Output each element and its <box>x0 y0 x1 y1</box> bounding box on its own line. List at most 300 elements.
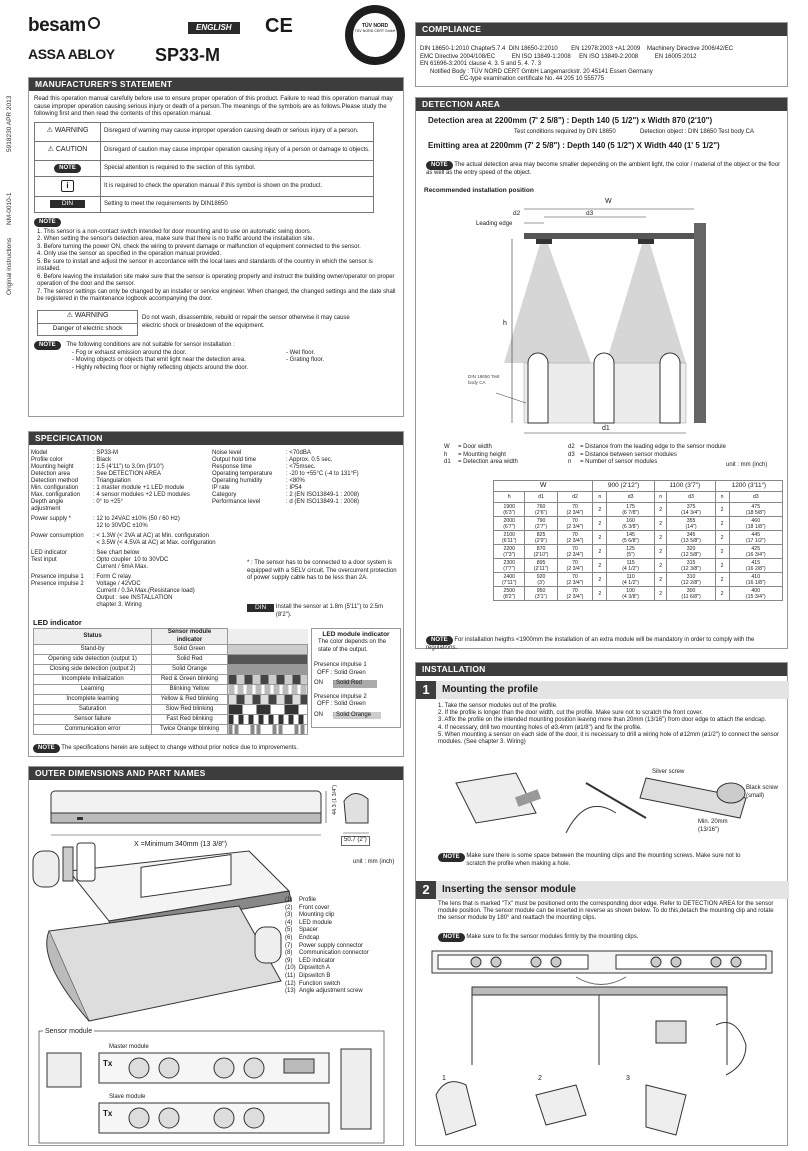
pi1-label: Presence impulse 1 <box>314 662 367 669</box>
table-cell: 1900 (6'3") <box>494 503 525 517</box>
led-row: Incomplete learning Yellow & Red blinking <box>34 695 308 705</box>
pi1-on-value: : Solid Red <box>333 680 377 688</box>
spec-row: Performance level : d (EN ISO13849-1 : 2008) <box>212 499 360 505</box>
spec-row: Max. configuration : 4 sensor modules +2 LED modules <box>31 492 190 498</box>
slave-module-label: Slave module <box>109 1094 146 1100</box>
warning-text: Disregard of warning may cause improper operation causing death or serious injury of a person. <box>101 122 374 141</box>
conditions-title: The following conditions are not suitable for sensor installation : <box>66 341 235 348</box>
led-module-desc: The color depends on the state of the output. <box>318 639 387 653</box>
sensor-module-left <box>536 239 552 244</box>
beam-right <box>606 244 686 363</box>
connector-detail <box>47 1053 81 1087</box>
symbol-row <box>35 196 374 212</box>
detection-note-pill: NOTE <box>426 161 453 170</box>
sensor-module-label: Sensor module <box>45 1028 93 1035</box>
symbol-row <box>35 122 374 141</box>
detection-foot-text: For installation heigths <1900mm the installation of an extra module will be mandatory in order to comply with the regulations. <box>426 637 755 651</box>
condition-item: - Wet floor. <box>286 349 315 356</box>
table-cell: 760 (2'6") <box>525 503 557 517</box>
part-item: (4) LED module <box>285 919 333 926</box>
legend-row: d1 = Detection area width n = Number of sensor modules <box>444 459 658 466</box>
spec-row: Detection method : Triangulation <box>31 478 131 484</box>
besam-mark-icon <box>88 17 100 29</box>
table-cell: 70 (2 3/4") <box>557 573 593 587</box>
table-cell: 115 (4 1/2") <box>607 559 655 573</box>
th-h: h <box>494 492 525 503</box>
profile-front-strip <box>51 813 321 823</box>
spec-row: Model : SP33-M <box>31 450 119 456</box>
electric-warning-label: ⚠ WARNING <box>38 310 138 323</box>
table-cell: 2 <box>654 503 666 517</box>
din-test-body-label: DIN 18650 Test body CA <box>468 374 500 385</box>
pi2-off: OFF : Solid Green <box>317 701 366 708</box>
besam-logo <box>28 14 100 38</box>
table-cell: 2400 (7'11") <box>494 573 525 587</box>
sensor-module-right <box>638 239 654 244</box>
detection-header: DETECTION AREA <box>416 98 787 111</box>
outer-unit: unit : mm (inch) <box>353 859 395 865</box>
table-cell: 2 <box>715 545 729 559</box>
spec-row: Output hold time : Approx. 0.5 sec. <box>212 457 333 463</box>
table-row <box>494 587 783 601</box>
table-cell: 415 (16 2/8") <box>729 559 783 573</box>
step1-item: 5. When mounting a sensor on each side of the door, it is necessary to drill a wiring hole of ø12mm (ø1/2") to connect the sensor modules. (See chapter 3. Wiring) <box>438 731 779 746</box>
detection-foot-pill: NOTE <box>426 636 453 645</box>
leading-edge: Leading edge <box>476 221 513 227</box>
compliance-section <box>415 22 788 87</box>
table-cell: 895 (2'11") <box>525 559 557 573</box>
part-item: (10) Dipswitch A <box>285 965 331 972</box>
led-indicator-title: LED indicator <box>33 618 82 627</box>
table-cell: 2 <box>593 517 607 531</box>
table-cell: 2 <box>715 573 729 587</box>
led-pattern-solid <box>228 645 308 655</box>
label-d3: d3 <box>586 210 594 217</box>
conditions-list-right <box>286 350 324 365</box>
test-body-mid <box>594 353 614 423</box>
table-cell: 345 (13 5/8") <box>667 531 715 545</box>
table-cell: 2 <box>654 587 666 601</box>
detection-section <box>415 97 788 649</box>
led-pattern-solid <box>228 665 308 675</box>
dipswitch-block <box>284 1059 314 1073</box>
step2-note-text: Make sure to fix the sensor modules firmly by the mounting clips. <box>466 934 639 940</box>
table-cell: 320 (12 5/8") <box>667 545 715 559</box>
led-row: Communication error Twice Orange blinking <box>34 725 308 735</box>
symbol-row <box>35 176 374 196</box>
installation-header: INSTALLATION <box>416 663 787 676</box>
led-pattern-blink <box>228 685 308 695</box>
manufacturer-section <box>28 77 404 417</box>
beam-left <box>504 244 591 363</box>
table-cell: 2 <box>654 573 666 587</box>
part-item: (7) Power supply connector <box>285 942 364 949</box>
table-cell: 2 <box>715 587 729 601</box>
part-item: (9) LED indicator <box>285 957 336 964</box>
table-cell: 70 (2 3/4") <box>557 587 593 601</box>
conditions-list <box>72 350 248 373</box>
table-cell: 2 <box>593 559 607 573</box>
led-row: Incomplete Initialization Red & Green blinking <box>34 675 308 685</box>
step-label: 2 <box>538 1075 542 1082</box>
doc-number: 5918230 APR 2013 <box>6 95 13 152</box>
table-cell: 2000 (6'7") <box>494 517 525 531</box>
table-cell: 110 (4 1/2") <box>607 573 655 587</box>
din-install-height <box>247 604 386 619</box>
compliance-line: DIN 18650-1:2010 Chapter5.7.4 DIN 18650-2:2010 EN 12978:2003 +A1:2009 Machinery Directive 2006/42/EC <box>420 46 734 53</box>
conditions-block <box>34 341 403 377</box>
table-cell: 2100 (6'11") <box>494 531 525 545</box>
part-item: (2) Front cover <box>285 904 330 911</box>
step2-note <box>438 933 783 942</box>
din-install-text: Install the sensor at 1.8m (5'11") to 2.5m (8'2"). <box>275 604 384 618</box>
table-cell: 2 <box>715 503 729 517</box>
led-row: Stand-by Solid Green <box>34 645 308 655</box>
spec-row: LED indicator : See chart below <box>31 550 140 556</box>
detection-line: Detection area at 2200mm (7' 2 5/8") : Depth 140 (5 1/2") x Width 870 (2'10") <box>428 116 713 125</box>
dimension-x: X =Minimum 340mm (13 3/8") <box>134 841 227 848</box>
step-label: 3 <box>626 1075 630 1082</box>
table-cell: 70 (2 3/4") <box>557 545 593 559</box>
table-cell: 790 (2'7") <box>525 517 557 531</box>
table-cell: 2 <box>715 531 729 545</box>
conditions-note-pill: NOTE <box>34 341 61 350</box>
nm-number: NM-0010-1 <box>6 192 13 225</box>
table-cell: 375 (14 3/4") <box>667 503 715 517</box>
test-body-left <box>528 353 548 423</box>
symbol-table <box>34 122 374 213</box>
part-item: (3) Mounting clip <box>285 912 335 919</box>
warning-symbol: ⚠ WARNING <box>35 122 101 141</box>
th-d3: d3 <box>729 492 783 503</box>
table-cell: 175 (6 7/8") <box>607 503 655 517</box>
dimension-width: 50.7 (2") <box>341 836 370 846</box>
spec-row: Depth angle adjustment : 0° to +25° <box>31 499 123 512</box>
table-cell: 160 (6 3/8") <box>607 517 655 531</box>
th-d3: d3 <box>607 492 655 503</box>
table-cell: 100 (4 3/8") <box>607 587 655 601</box>
spec-row: Power supply * : 12 to 24VAC ±10% (50 / 60 Hz) 12 to 30VDC ±10% <box>31 516 180 529</box>
table-cell: 2 <box>593 531 607 545</box>
table-cell: 460 (18 1/8") <box>729 517 783 531</box>
step1-note <box>438 853 783 868</box>
led-pattern-blink <box>228 725 308 735</box>
besam-wordmark: besam <box>28 15 86 36</box>
label-d1: d1 <box>602 425 610 432</box>
led-module-part <box>77 843 95 881</box>
detection-foot <box>426 636 782 653</box>
spec-note-pill: NOTE <box>33 744 60 753</box>
spec-row: Test input : Opto coupler 10 to 30VDC Current / 6mA Max. <box>31 557 169 570</box>
assa-abloy-logo: ASSA ABLOY <box>28 46 115 62</box>
step2-title: Inserting the sensor module <box>442 884 576 895</box>
pi2-on: ON <box>314 711 323 718</box>
table-cell: 920 (3') <box>525 573 557 587</box>
table-cell: 2 <box>593 545 607 559</box>
part-item: (6) Endcap <box>285 934 320 941</box>
spec-row: Power consumption : < 1.3W (< 2VA at AC) at Min. configuration < 3.5W (< 4.5VA at AC) at Max. configuration <box>31 533 216 546</box>
electric-warning-table <box>37 310 367 336</box>
spec-table-right <box>212 450 402 506</box>
compliance-line: EC-type examination certificate No. 44 205 10 555775 <box>460 76 605 83</box>
installation-table <box>493 480 783 601</box>
table-cell: 950 (3'1") <box>525 587 557 601</box>
spec-row: IP rate : IP54 <box>212 485 302 491</box>
list-item: 4. Only use the sensor as specified in the operation manual provided. <box>37 251 222 258</box>
spec-row: Profile color : Black <box>31 457 112 463</box>
spec-row: Category : 2 (EN ISO13849-1 : 2008) <box>212 492 360 498</box>
led-pattern-blink <box>228 705 308 715</box>
list-item: 7. The sensor settings can only be changed by an installer or service engineer. When changed, the changed settings and the date shall be registered in the maintenance logbook accompanying the door. <box>37 288 396 303</box>
tuv-seal-mid: TÜV NORD CERT GmbH <box>354 29 396 34</box>
min-distance-label: Min. 20mm (13/16") <box>698 819 728 833</box>
table-cell: 300 (11 6/8") <box>667 587 715 601</box>
specification-section <box>28 431 404 757</box>
installation-section <box>415 662 788 1146</box>
symbol-row <box>35 160 374 176</box>
list-item: 5. Be sure to install and adjust the sensor in accordance with the local laws and standards of the country in which the sensor is installed. <box>37 258 373 273</box>
power-supply-footnote: * : The sensor has to be connected to a door system is equipped with a SELV circuit. The overcurrent protection of power supply cable has to be less than 2A. <box>247 560 397 581</box>
led-status-table <box>33 628 308 735</box>
label-h: h <box>503 320 507 327</box>
screw-detail <box>341 1049 371 1129</box>
header-beam <box>524 233 694 239</box>
tuv-type-tested-seal <box>345 5 405 65</box>
compliance-line: EN 61696-3:2001 clause 4. 3. 5 and 5. 4. 7. 3 <box>420 61 542 68</box>
part-item: (1) Profile <box>285 897 317 903</box>
detection-note <box>426 161 782 178</box>
legend-row: W = Door width d2 = Distance from the leading edge to the sensor module <box>444 444 726 450</box>
table-row <box>494 573 783 587</box>
step1-item: 3. Affix the profile on the intended mounting position leaving more than 20mm (13/16") from door edge to attach the endcap. <box>438 717 767 724</box>
condition-item: - Moving objects or objects that emit light near the detection area. <box>72 357 246 364</box>
led-row: Sensor failure Fast Red blinking <box>34 715 308 725</box>
compliance-line: EMC Directive 2004/108/EC EN ISO 13849-1:2008 EN ISO 13849-2:2008 EN 16005:2012 <box>420 53 697 60</box>
outer-dimensions-section <box>28 766 404 1146</box>
th-900: 900 (2'12") <box>593 481 655 492</box>
spec-row: Mounting height : 1.5 (4'11") to 3.0m (9'10") <box>31 464 164 470</box>
table-cell: 2 <box>715 559 729 573</box>
table-cell: 70 (2 3/4") <box>557 517 593 531</box>
th-d2: d2 <box>557 492 593 503</box>
spec-note-line <box>33 744 298 753</box>
compliance-line: Notified Body : TÜV NORD CERT GmbH Langemarckstr. 20 45141 Essen Germany <box>430 68 653 75</box>
pi1-off: OFF : Solid Green <box>317 669 366 676</box>
symbol-row <box>35 141 374 160</box>
detection-object: Detection object : DIN 18650 Test body CA <box>640 129 754 135</box>
table-cell: 425 (16 3/4") <box>729 545 783 559</box>
info-text: It is required to check the operation manual if this symbol is shown on the product. <box>101 176 374 196</box>
th-n: n <box>593 492 607 503</box>
step1-number: 1 <box>416 681 436 699</box>
ce-mark: CE <box>265 15 293 37</box>
detection-unit: unit : mm (inch) <box>726 462 768 468</box>
table-row <box>494 545 783 559</box>
note-symbol: NOTE <box>54 164 81 173</box>
black-screw-label: Black screw (small) <box>746 785 779 799</box>
table-cell: 2 <box>654 559 666 573</box>
th-w: W <box>494 481 593 492</box>
detection-legend <box>444 444 726 467</box>
note-text: Special attention is required to the section of this symbol. <box>101 160 374 176</box>
electric-warning-sub: Danger of electric shock <box>38 323 138 335</box>
led-pattern-blink <box>228 715 308 725</box>
spec-row: Detection area : See DETECTION AREA <box>31 471 162 477</box>
list-item: 6. Before leaving the installation site make sure that the sensor is operating properly and instruct the building owner/operator on proper operation of the door and the sensor. <box>37 273 395 288</box>
condition-item: - Highly reflecting floor or highly reflecting objects around the door. <box>72 364 249 371</box>
original-instructions: Original instructions <box>6 237 13 295</box>
led-head-indicator: Sensor module indicator <box>152 629 228 645</box>
table-row <box>494 531 783 545</box>
table-cell: 70 (2 3/4") <box>557 503 593 517</box>
table-cell: 145 (5 6/8") <box>607 531 655 545</box>
tx-label-slave: Tx <box>103 1109 113 1118</box>
table-cell: 445 (17 1/2") <box>729 531 783 545</box>
recommended-position: Recommended installation position <box>424 187 534 194</box>
step1-note-pill: NOTE <box>438 853 465 862</box>
model-title: SP33-M <box>155 45 221 65</box>
legend-row: h = Mounting height d3 = Distance between sensor modules <box>444 451 677 458</box>
led-row: Learning Blinking Yellow <box>34 685 308 695</box>
th-d3: d3 <box>667 492 715 503</box>
table-cell: 2 <box>654 517 666 531</box>
label-d2: d2 <box>513 210 521 217</box>
led-module-title: LED module indicator <box>322 631 390 638</box>
table-cell: 70 (2 3/4") <box>557 531 593 545</box>
table-cell: 315 (12 3/8") <box>667 559 715 573</box>
list-item: 2. When setting the sensor's detection area, make sure that there is no traffic around the installation site. <box>37 236 315 243</box>
led-pattern-blink <box>228 675 308 685</box>
note-pill: NOTE <box>34 218 61 227</box>
endcap-view <box>344 793 368 823</box>
din-badge: DIN <box>247 604 274 612</box>
table-cell: 2300 (7'7") <box>494 559 525 573</box>
step1-note-text: Make sure there is some space between the mounting clips and the mounting screws. Make sure not to scratch the profile when making a hole. <box>466 853 741 867</box>
table-row <box>494 517 783 531</box>
detection-note-text: The actual detection area may become smaller depending on the ambient light, the color / material of the object or the floor as well as the entry speed of the object. <box>426 162 781 176</box>
test-body-right <box>660 353 680 423</box>
pi2-label: Presence impulse 2 <box>314 693 367 700</box>
language-badge: ENGLISH <box>188 22 240 34</box>
endcap-part-right <box>255 927 281 963</box>
th-n: n <box>654 492 666 503</box>
step1-illustration <box>416 763 789 843</box>
specification-header: SPECIFICATION <box>29 432 403 445</box>
spec-row: Min. configuration : 1 master module +1 LED module <box>31 485 185 491</box>
spec-row: Noise level : <70dBA <box>212 450 311 456</box>
step1-title: Mounting the profile <box>442 684 539 695</box>
step2-text: The lens that is marked "Tx" must be positioned onto the corresponding door edge. Refer to DETECTION AREA for the sensor module position. The sensor module can be inserted in reverse as shown below. To do this,detach the mounting clip and rotate the sensor module by 180° and reattach the mounting clips. <box>438 901 774 922</box>
list-item: 1. This sensor is a non-contact switch intended for door mounting and to use on automatic swing doors. <box>37 228 312 235</box>
front-cover-exploded <box>49 906 281 1021</box>
endcap-part <box>33 851 59 887</box>
table-cell: 825 (2'9") <box>525 531 557 545</box>
step1-item: 4. If necessary, drill two mounting holes of ø3.4mm (ø1/8") and fix the profile. <box>438 724 642 731</box>
th-d1: d1 <box>525 492 557 503</box>
table-cell: 2 <box>593 587 607 601</box>
tuv-seal-top: TÜV NORD <box>361 23 389 29</box>
pi2-on-value: : Solid Orange <box>333 712 381 720</box>
led-pattern-blink <box>228 695 308 705</box>
table-cell: 2 <box>593 503 607 517</box>
silver-screw-label: Silver screw <box>652 769 685 775</box>
manufacturer-list <box>29 227 403 304</box>
th-1100: 1100 (3'7") <box>654 481 715 492</box>
emitting-line: Emitting area at 2200mm (7' 2 5/8") : Depth 140 (5 1/2") X Width 440 (1' 5 1/2") <box>428 141 720 150</box>
table-cell: 410 (16 1/8") <box>729 573 783 587</box>
spec-row: Operating temperature : -20 to +55°C (-4 to 131°F) <box>212 471 359 477</box>
list-item: 3. Before turning the power ON, check the wiring to prevent damage or malfunction of equipment connected to the sensor. <box>37 243 361 250</box>
door-frame <box>694 223 706 423</box>
tx-label-master: Tx <box>103 1059 113 1068</box>
spacer-part <box>63 847 73 881</box>
table-cell: 870 (2'10") <box>525 545 557 559</box>
step1-item: 1. Take the sensor modules out of the profile. <box>438 703 558 709</box>
step1-list <box>438 703 783 746</box>
led-module-box <box>311 628 401 728</box>
spec-note-text: The specifications herein are subject to change without prior notice due to improvements. <box>61 745 299 751</box>
table-cell: 475 (18 5/8") <box>729 503 783 517</box>
table-cell: 125 (5") <box>607 545 655 559</box>
part-item: (5) Spacer <box>285 927 319 934</box>
part-item: (8) Communication connector <box>285 950 369 957</box>
condition-item: - Grating floor. <box>286 357 325 364</box>
led-pattern-solid <box>228 655 308 665</box>
manufacturer-header: MANUFACTURER'S STATEMENT <box>29 78 403 91</box>
table-cell: 2 <box>715 517 729 531</box>
test-conditions: Test conditions required by DIN 18650 <box>514 129 616 135</box>
caution-symbol: ⚠ CAUTION <box>35 141 101 160</box>
table-cell: 2500 (8'2") <box>494 587 525 601</box>
manufacturer-intro: Read this operation manual carefully before use to ensure proper operation of this product. Failure to read this operation manual may cause improper operation causing serious injury or death of a person.The meanings of the symbols are as follows.Please study the following first and then read the contents of this operation manual. <box>34 95 393 118</box>
master-module-label: Master module <box>109 1044 149 1050</box>
caution-text: Disregard of caution may cause improper operation causing injury of a person or damage to objects. <box>101 141 374 160</box>
table-row <box>494 559 783 573</box>
table-cell: 70 (2 3/4") <box>557 559 593 573</box>
dimension-height: 44.3 (1 3/4") <box>332 784 338 815</box>
part-item: (12) Function switch <box>285 980 341 987</box>
table-cell: 310 (12 2/8") <box>667 573 715 587</box>
info-book-icon: i <box>61 180 73 192</box>
part-list <box>285 897 369 996</box>
spec-row: Operating humidity : <80% <box>212 478 305 484</box>
step2-illustration <box>416 945 789 1145</box>
din-symbol: DIN <box>50 200 85 208</box>
table-cell: 355 (14") <box>667 517 715 531</box>
step1-item: 2. If the profile is longer than the door width, cut the profile. Make sure not to scratch the front cover. <box>438 710 703 717</box>
part-item: (13) Angle adjustment screw <box>285 988 363 995</box>
outer-dimensions-header: OUTER DIMENSIONS AND PART NAMES <box>29 767 403 780</box>
electric-warning-text: Do not wash, disassemble, rebuild or repair the sensor otherwise it may cause electric shock or breakdown of the equipment. <box>142 315 350 329</box>
step-label: 1 <box>442 1075 446 1082</box>
th-n: n <box>715 492 729 503</box>
led-row: Closing side detection (output 2) Solid Orange <box>34 665 308 675</box>
pi1-on: ON <box>314 680 323 687</box>
part-item: (11) Dipswitch B <box>285 972 331 979</box>
spec-row: Presence impulse 1 Presence impulse 2 : Form C relay Voltage / 42VDC Current / 0.3A Max.(Resistance load) Output : see INSTALLATION chapter 3. Wiring <box>31 574 195 608</box>
table-cell: 2 <box>654 531 666 545</box>
compliance-header: COMPLIANCE <box>416 23 787 36</box>
table-cell: 2 <box>654 545 666 559</box>
led-head-status: Status <box>34 629 152 645</box>
table-cell: 2200 (7'3") <box>494 545 525 559</box>
condition-item: - Fog or exhaust emission around the door. <box>72 349 187 356</box>
led-row: Saturation Slow Red blinking <box>34 705 308 715</box>
table-cell: 400 (15 3/4") <box>729 587 783 601</box>
label-w: W <box>605 198 612 205</box>
step2-note-pill: NOTE <box>438 933 465 942</box>
led-row: Opening side detection (output 1) Solid Red <box>34 655 308 665</box>
